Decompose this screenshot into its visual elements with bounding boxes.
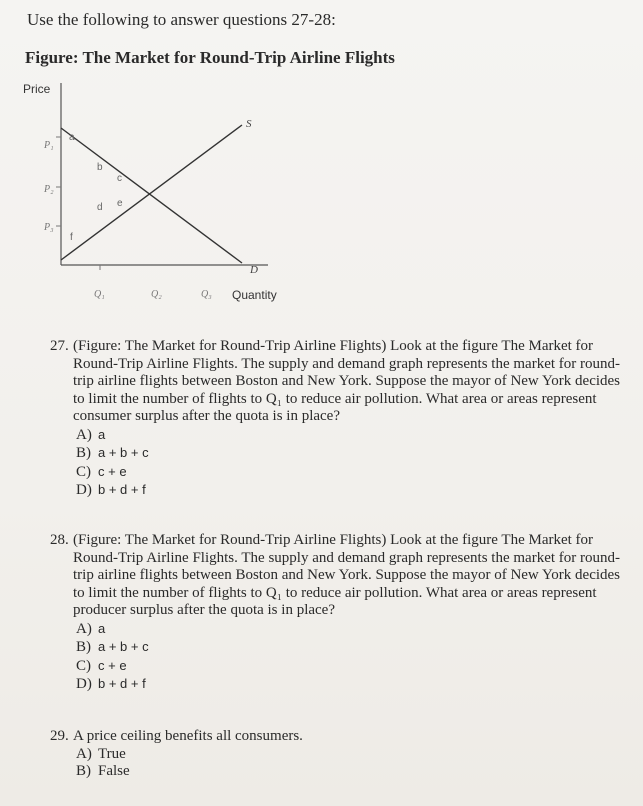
answer-option-d[interactable]: D) b + d + f <box>76 482 146 498</box>
chart-svg <box>18 75 318 305</box>
supply-curve <box>61 125 242 260</box>
question-number: 28. <box>50 532 69 548</box>
area-label-d: d <box>97 202 103 213</box>
area-label-e: e <box>117 198 123 209</box>
price-tick-p3: P₃ <box>44 222 54 233</box>
demand-label: D <box>250 264 258 276</box>
question-stem: (Figure: The Market for Round-Trip Airline Flights) Look at the figure The Market for Round-Trip Airline Flights. The supply and demand graph represents the market for round-trip airline flights between Boston and New York. Suppose the mayor of New York decides to limit the number of flights to Q₁ to reduce air pollution. What area or areas represent consumer surplus after the quota is in place? <box>73 338 621 424</box>
intro-text: Use the following to answer questions 27-28: <box>27 10 336 29</box>
question-stem: A price ceiling benefits all consumers. <box>73 728 303 744</box>
answer-options <box>76 620 625 694</box>
question-number: 27. <box>50 338 69 354</box>
answer-option-a[interactable]: A) a <box>76 620 106 637</box>
quantity-tick-q3: Q₃ <box>201 289 212 300</box>
answer-option-b[interactable]: B) False <box>76 763 130 779</box>
price-tick-p1: P₁ <box>44 140 54 151</box>
question-27 <box>50 338 625 500</box>
y-axis-label: Price <box>23 82 51 96</box>
quantity-tick-q1: Q₁ <box>94 289 105 300</box>
quantity-tick-q2: Q₂ <box>151 289 162 300</box>
answer-option-b[interactable]: B) a + b + c <box>76 445 149 461</box>
supply-demand-chart <box>18 75 318 305</box>
question-number: 29. <box>50 728 69 744</box>
answer-option-c[interactable]: C) c + e <box>76 463 127 480</box>
answer-option-b[interactable]: B) a + b + c <box>76 639 149 655</box>
demand-curve <box>61 128 242 263</box>
question-28 <box>50 532 625 694</box>
answer-option-d[interactable]: D) b + d + f <box>76 676 146 692</box>
area-label-c: c <box>117 173 122 184</box>
price-tick-p2: P₂ <box>44 184 54 195</box>
question-stem: (Figure: The Market for Round-Trip Airline Flights) Look at the figure The Market for Round-Trip Airline Flights. The supply and demand graph represents the market for round-trip airline flights between Boston and New York. Suppose the mayor of New York decides to limit the number of flights to Q₁ to reduce air pollution. What area or areas represent producer surplus after the quota is in place? <box>73 532 621 618</box>
answer-option-a[interactable]: A) True <box>76 745 126 762</box>
answer-options <box>76 426 625 500</box>
question-29 <box>50 728 625 781</box>
figure-title: Figure: The Market for Round-Trip Airline Flights <box>25 48 395 67</box>
area-label-b: b <box>97 162 103 173</box>
area-label-f: f <box>70 232 73 243</box>
answer-option-a[interactable]: A) a <box>76 426 106 443</box>
answer-option-c[interactable]: C) c + e <box>76 657 127 674</box>
x-axis-label: Quantity <box>232 288 277 302</box>
answer-options <box>76 746 625 781</box>
supply-label: S <box>246 118 252 130</box>
area-label-a: a <box>69 132 75 143</box>
